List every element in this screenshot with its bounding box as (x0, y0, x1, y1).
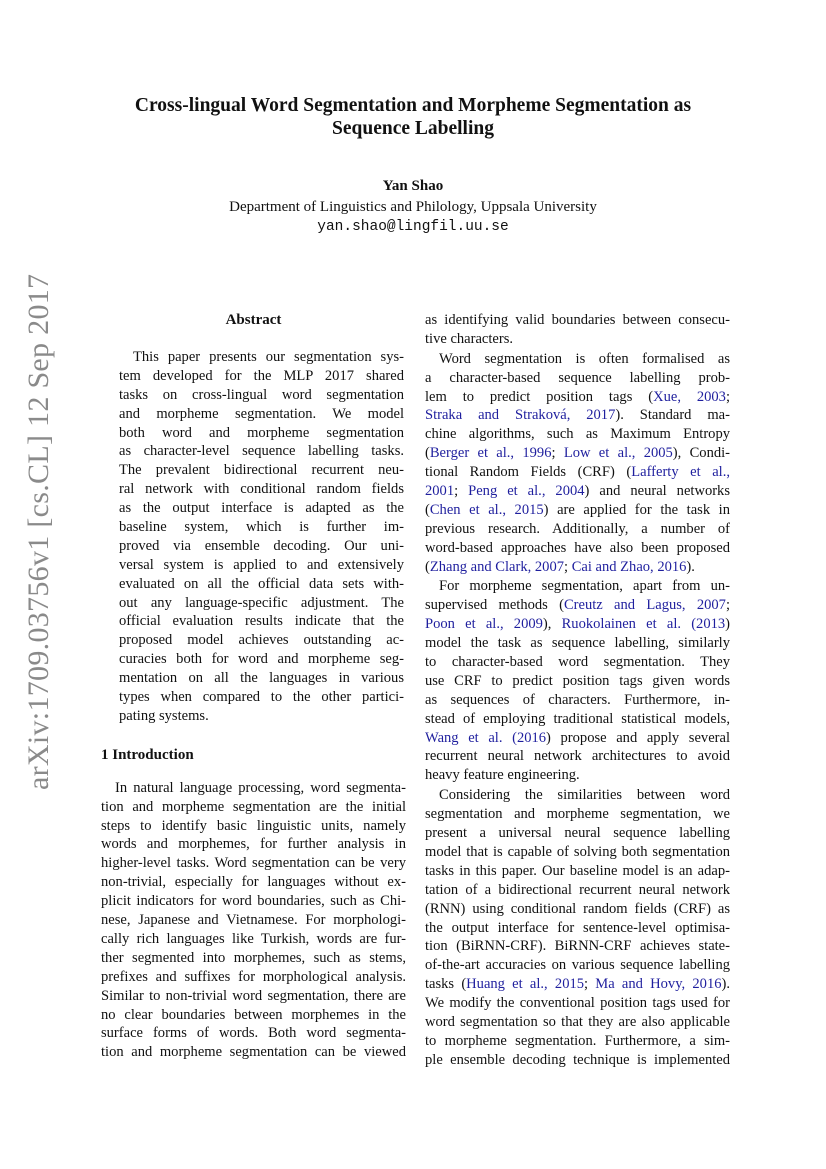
text-line (101, 854, 406, 873)
text-line (119, 499, 404, 518)
text-span: tional Random Fields (CRF) ( (425, 464, 632, 481)
text-line (425, 843, 730, 862)
text-span: types when compared to the other partici- (119, 689, 404, 706)
text-span: tive characters. (425, 330, 514, 347)
text-line (425, 786, 730, 805)
text-span: Word segmentation is often formalised as (439, 350, 730, 367)
text-line (425, 596, 730, 615)
title-line: Sequence Labelling (332, 118, 494, 139)
text-span: as identifying valid boundaries between consecu- (425, 312, 730, 328)
text-line (425, 1032, 730, 1051)
text-span: ) propose and apply several (546, 729, 730, 746)
text-span: tion and morpheme segmentation can be viewed (101, 1044, 406, 1061)
text-span: both word and morpheme segmentation (119, 424, 404, 441)
citation-link[interactable]: Huang et al., 2015 (466, 976, 585, 993)
paragraph (101, 779, 406, 1062)
text-span: ther segmented into morphemes, such as stems, (101, 949, 406, 966)
text-span: to character-based word segmentation. They (425, 654, 730, 671)
text-span: ) and neural networks (584, 483, 730, 500)
text-span: and morpheme segmentation. We model (119, 405, 404, 422)
text-span: ; (584, 976, 596, 993)
paragraph (425, 350, 730, 577)
text-span: baseline system, which is further im- (119, 519, 404, 536)
author-email[interactable]: yan.shao@lingfil.uu.se (317, 219, 509, 235)
text-line (425, 994, 730, 1013)
text-line (101, 911, 406, 930)
citation-link[interactable]: Ma and Hovy, 2016 (595, 976, 722, 993)
text-span: ; (551, 445, 564, 462)
text-line (425, 388, 730, 407)
text-span: ; (564, 558, 572, 575)
left-column (101, 309, 406, 1063)
text-span: as the output interface is adapted as the (119, 500, 404, 517)
paragraph (425, 311, 730, 349)
text-line (425, 729, 730, 748)
paragraph (425, 786, 730, 1069)
text-span: lem to predict position tags ( (425, 388, 654, 405)
text-line (425, 937, 730, 956)
text-span: surface forms of words. Both word segmenta- (101, 1025, 406, 1042)
text-span: chine algorithms, such as Maximum Entropy (425, 426, 730, 443)
affiliation: Department of Linguistics and Philology, Uppsala University (229, 199, 597, 215)
title-line: Cross-lingual Word Segmentation and Morpheme Segmentation as (134, 95, 692, 116)
text-line (425, 653, 730, 672)
text-line (119, 575, 404, 594)
text-line (119, 631, 404, 650)
citation-link[interactable]: Peng et al., 2004 (468, 483, 585, 500)
text-line (425, 672, 730, 691)
text-span: proved via ensemble decoding. Our uni- (119, 537, 404, 554)
text-line (101, 873, 406, 892)
right-column (425, 311, 730, 1071)
text-span: use CRF to predict position tags given words (425, 672, 730, 689)
text-line (119, 650, 404, 669)
citation-link[interactable]: Zhang and Clark, 2007 (429, 558, 564, 575)
text-span: mentation on all the languages in various (119, 670, 404, 687)
text-line (425, 463, 730, 482)
text-line (425, 615, 730, 634)
text-line (425, 350, 730, 369)
text-line (425, 482, 730, 501)
section-heading-introduction: 1 Introduction (101, 746, 194, 763)
citation-link[interactable]: Cai and Zhao, 2016 (571, 558, 687, 575)
text-line (101, 968, 406, 987)
text-span: word segmentation so that they are also applicable (425, 1013, 730, 1030)
text-span: cally rich languages like Turkish, words are fur- (101, 930, 406, 947)
text-line (119, 367, 404, 386)
citation-link[interactable]: Wang et al. (2016 (425, 729, 547, 746)
text-line (101, 949, 406, 968)
text-span: ), (542, 616, 562, 633)
text-line (425, 805, 730, 824)
text-span: (RNN) using conditional random fields (CRF) as (425, 900, 730, 917)
text-line (101, 1024, 406, 1043)
text-span: ; (454, 483, 469, 500)
text-span: nese, Japanese and Vietnamese. For morphologi- (101, 912, 406, 929)
text-span: ), Condi- (672, 445, 730, 462)
text-span: steps to identify basic linguistic units, namely (101, 817, 406, 834)
text-span: ). (721, 976, 730, 993)
text-line (425, 311, 730, 330)
text-line (101, 892, 406, 911)
text-span: For morpheme segmentation, apart from un- (439, 578, 730, 595)
text-span: Considering the similarities between word (439, 787, 730, 804)
text-span: tem developed for the MLP 2017 shared (119, 367, 404, 384)
text-line (101, 1006, 406, 1025)
paper-title (0, 94, 826, 140)
text-span: Similar to non-trivial word segmentation, there are (101, 987, 406, 1004)
citation-link[interactable]: Low et al., 2005 (563, 445, 673, 462)
text-span: curacies both for word and morpheme seg- (119, 651, 404, 668)
text-span: word-based approaches have also been proposed (425, 539, 730, 556)
text-line (425, 1013, 730, 1032)
text-line (119, 537, 404, 556)
text-span: tasks in this paper. Our baseline model is an adap- (425, 862, 730, 879)
text-line (425, 747, 730, 766)
text-line (101, 798, 406, 817)
text-line (425, 956, 730, 975)
text-span: present a universal neural sequence labelling (425, 825, 730, 842)
paragraph (425, 577, 730, 785)
text-span: out any language-specific adjustment. The (119, 594, 404, 611)
text-line (101, 835, 406, 854)
text-line (425, 766, 730, 785)
text-span: tion (BiRNN-CRF). BiRNN-CRF achieves state- (425, 938, 730, 955)
text-line (425, 919, 730, 938)
text-line (425, 710, 730, 729)
text-span: higher-level tasks. Word segmentation can be very (101, 855, 406, 872)
text-span: non-trivial, especially for languages without ex- (101, 874, 406, 891)
text-span: In natural language processing, word segmenta- (115, 779, 406, 796)
text-span: tion and morpheme segmentation are the initial (101, 798, 406, 815)
text-line (425, 558, 730, 577)
text-span: prefixes and suffixes for morphological analysis. (101, 968, 406, 985)
citation-link[interactable]: Berger et al., 1996 (429, 445, 552, 462)
citation-link[interactable]: Xue, 2003 (653, 388, 726, 405)
citation-link[interactable]: Straka and Straková, 2017 (425, 407, 616, 424)
text-span: ple ensemble decoding technique is implemented (425, 1051, 730, 1068)
text-span: supervised methods ( (425, 597, 564, 614)
author-name: Yan Shao (382, 178, 444, 194)
text-span: plicit indicators for word boundaries, such as Chi- (101, 893, 406, 910)
text-line (425, 862, 730, 881)
text-span: no clear boundaries between morphemes in the (101, 1006, 406, 1023)
text-span: the output interface for sentence-level optimisa- (425, 919, 730, 936)
text-span: pating systems. (119, 707, 209, 724)
text-span: model the task as sequence labelling, similarly (425, 635, 730, 652)
text-line (119, 461, 404, 480)
citation-link[interactable]: Ruokolainen et al. (2013 (561, 616, 726, 633)
text-span: ( (425, 558, 430, 575)
text-line (101, 930, 406, 949)
text-span: ). Standard ma- (615, 407, 730, 424)
text-span: to morpheme segmentation. Furthermore, a sim- (425, 1032, 730, 1049)
text-span: versal system is applied to and extensively (119, 556, 404, 573)
text-line (425, 539, 730, 558)
text-line (101, 779, 406, 798)
text-span: previous research. Additionally, a number of (425, 520, 730, 537)
text-span: ( (425, 501, 430, 518)
citation-link[interactable]: 2001 (425, 483, 455, 500)
text-span: segmentation and morpheme segmentation, we (425, 806, 730, 823)
introduction-left-text (101, 779, 406, 1062)
text-line (425, 520, 730, 539)
abstract-heading: Abstract (225, 312, 282, 328)
text-span: ; (725, 597, 730, 614)
text-line (425, 577, 730, 596)
text-line (425, 330, 730, 349)
text-span: tasks on cross-lingual word segmentation (119, 386, 404, 403)
text-line (425, 406, 730, 425)
text-span: model that is capable of solving both segmentation (425, 843, 730, 860)
text-line (119, 518, 404, 537)
text-line (119, 405, 404, 424)
text-span: a character-based sequence labelling prob- (425, 369, 730, 386)
citation-link[interactable]: Poon et al., 2009 (425, 616, 543, 633)
text-line (101, 817, 406, 836)
abstract-body (101, 348, 406, 726)
text-line (425, 881, 730, 900)
text-span: stead of employing traditional statistical models, (425, 710, 730, 727)
text-line (425, 824, 730, 843)
text-span: This paper presents our segmentation sys- (133, 349, 404, 365)
text-line (119, 442, 404, 461)
text-span: heavy feature engineering. (425, 767, 580, 784)
text-span: words and morphemes, for further analysis in (101, 836, 406, 853)
arxiv-stamp: arXiv:1709.03756v1 [cs.CL] 12 Sep 2017 (22, 273, 55, 790)
text-line (101, 1043, 406, 1062)
text-line (425, 1051, 730, 1070)
text-line (101, 987, 406, 1006)
text-line (425, 444, 730, 463)
text-line (119, 707, 404, 726)
text-span: ; (725, 388, 730, 405)
introduction-right-text (425, 311, 730, 1070)
text-line (119, 612, 404, 631)
text-line (119, 669, 404, 688)
citation-link[interactable]: Chen et al., 2015 (429, 501, 544, 518)
text-span: ) (725, 616, 730, 633)
citation-link[interactable]: Creutz and Lagus, 2007 (563, 597, 726, 614)
text-line (119, 424, 404, 443)
citation-link[interactable]: Lafferty et al., (631, 464, 730, 481)
text-span: of-the-art accuracies on various sequence labelling (425, 957, 730, 974)
text-span: ). (686, 558, 695, 575)
text-line (119, 556, 404, 575)
text-line (119, 480, 404, 499)
text-line (119, 594, 404, 613)
text-span: recurrent neural network architectures to avoid (425, 748, 730, 765)
text-span: proposed model achieves outstanding ac- (119, 632, 404, 649)
text-line (119, 348, 404, 367)
text-span: official evaluation results indicate that the (119, 613, 404, 630)
text-line (425, 501, 730, 520)
text-span: ral network with conditional random fields (119, 481, 404, 498)
text-span: as sequences of characters. Furthermore, in- (425, 691, 730, 708)
text-span: We modify the conventional position tags used for (425, 995, 730, 1012)
text-line (425, 425, 730, 444)
text-span: as character-level sequence labelling tasks. (119, 443, 404, 460)
text-line (425, 900, 730, 919)
text-span: ( (425, 445, 430, 462)
text-line (425, 634, 730, 653)
text-span: The prevalent bidirectional recurrent neu- (119, 462, 404, 479)
text-span: ) are applied for the task in (543, 501, 730, 518)
text-line (425, 369, 730, 388)
text-span: tasks ( (425, 976, 467, 993)
text-span: tation of a bidirectional recurrent neural network (425, 881, 730, 898)
text-span: evaluated on all the official data sets with- (119, 575, 404, 592)
text-line (425, 691, 730, 710)
text-line (425, 975, 730, 994)
text-line (119, 386, 404, 405)
text-line (119, 688, 404, 707)
paragraph (101, 348, 406, 726)
